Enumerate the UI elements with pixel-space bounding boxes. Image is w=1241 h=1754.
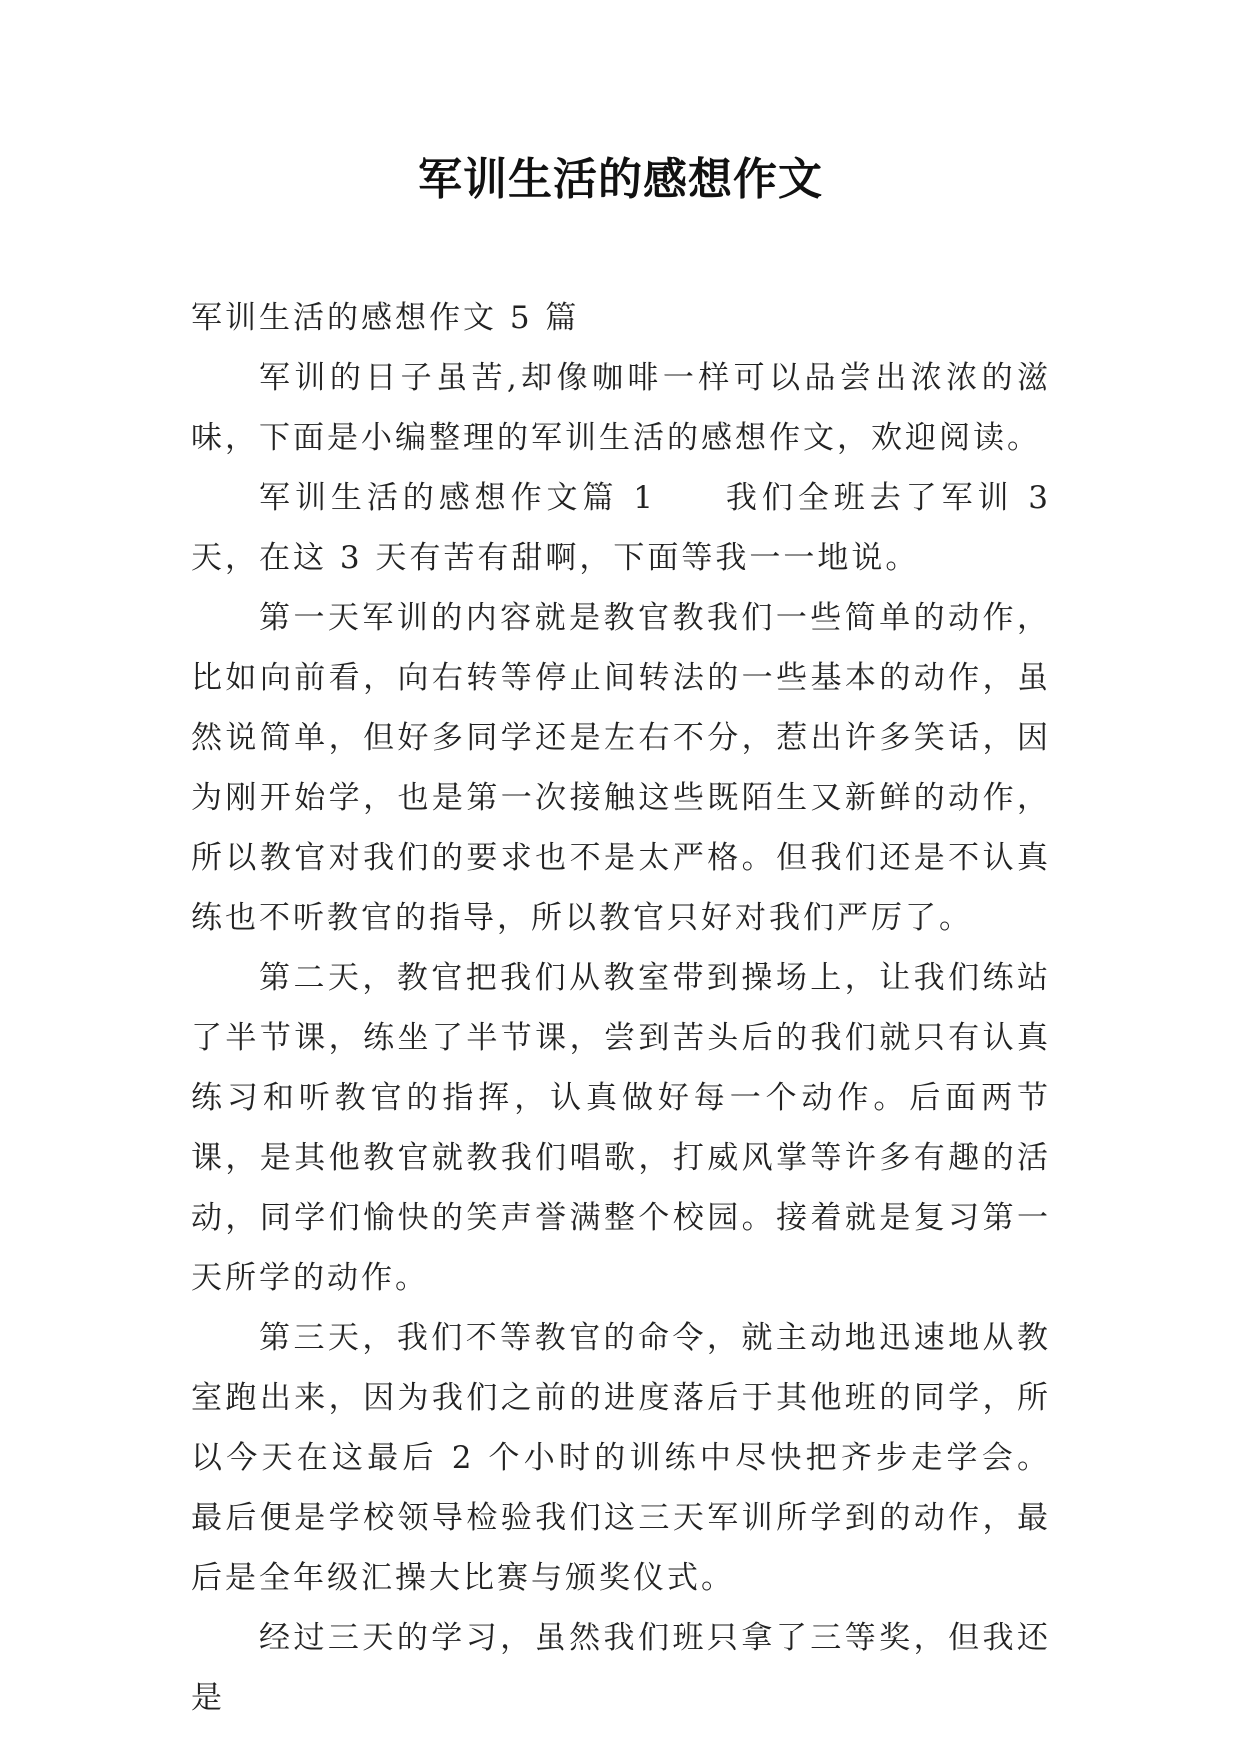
body-paragraph-day-2: 第二天，教官把我们从教室带到操场上，让我们练站了半节课，练坐了半节课，尝到苦头后的我们就只有认真练习和听教官的指挥，认真做好每一个动作。后面两节课，是其他教官就教我们唱歌，打威风掌等许多有趣的活动，同学们愉快的笑声誉满整个校园。接着就是复习第一天所学的动作。 (191, 960, 1051, 1296)
body-paragraph-day-1: 第一天军训的内容就是教官教我们一些简单的动作，比如向前看，向右转等停止间转法的一些基本的动作，虽然说简单，但好多同学还是左右不分，惹出许多笑话，因为刚开始学，也是第一次接触这些既陌生又新鲜的动作，所以教官对我们的要求也不是太严格。但我们还是不认真练也不听教官的指导，所以教官只好对我们严厉了。 (191, 600, 1051, 936)
document-body (191, 288, 1051, 1728)
body-paragraph-day-3: 第三天，我们不等教官的命令，就主动地迅速地从教室跑出来，因为我们之前的进度落后于其他班的同学，所以今天在这最后 2 个小时的训练中尽快把齐步走学会。最后便是学校领导检验我们这三天军训所学到的动作，最后是全年级汇操大比赛与颁奖仪式。 (191, 1320, 1051, 1596)
document-title: 军训生活的感想作文 (418, 154, 823, 205)
section-heading: 军训生活的感想作文篇 1 (259, 480, 656, 516)
intro-paragraph: 军训的日子虽苦,却像咖啡一样可以品尝出浓浓的滋味，下面是小编整理的军训生活的感想作文，欢迎阅读。 (191, 360, 1051, 456)
body-paragraph-conclusion: 经过三天的学习，虽然我们班只拿了三等奖，但我还是 (191, 1620, 1051, 1716)
section-1-paragraph (191, 468, 1051, 588)
document-subtitle: 军训生活的感想作文 5 篇 (191, 300, 580, 336)
section-first-text: 我们全班去了军训 3 天，在这 3 天有苦有甜啊，下面等我一一地说。 (191, 480, 1052, 576)
